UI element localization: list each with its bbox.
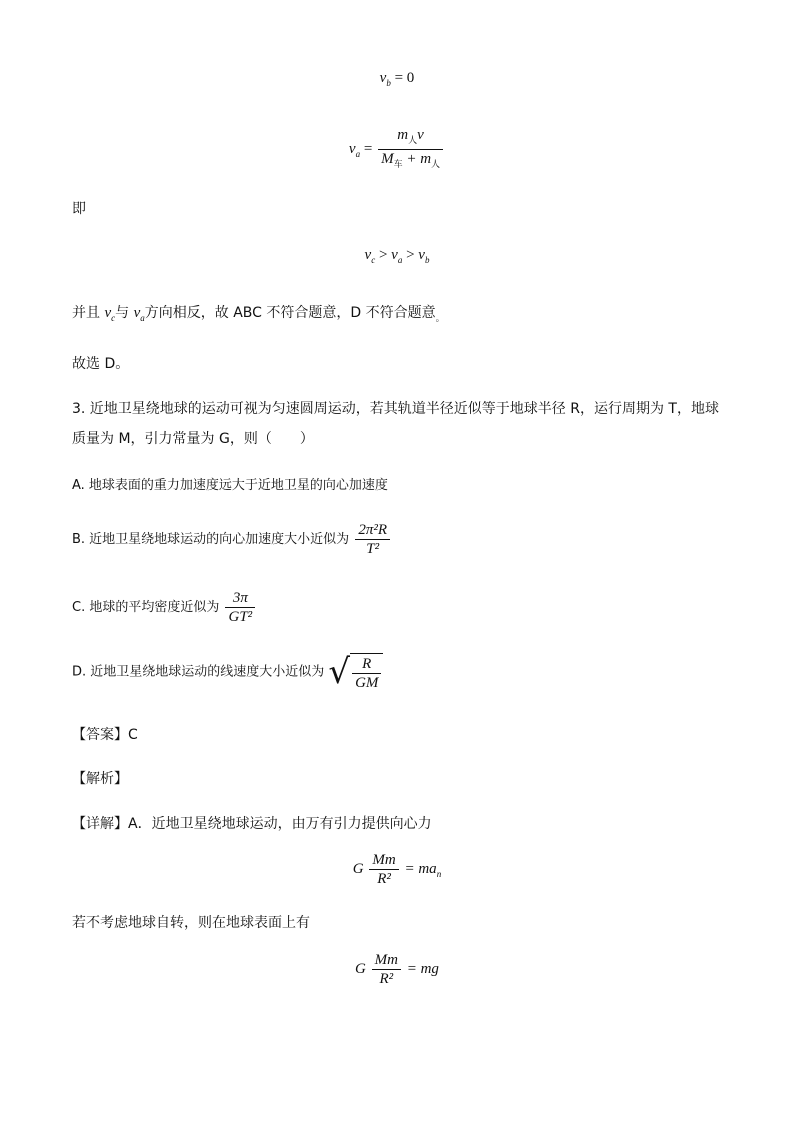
- answer-line: 【答案】C: [72, 727, 138, 743]
- detail-line: 【详解】A．近地卫星绕地球运动，由万有引力提供向心力: [72, 816, 432, 832]
- square-root: √ $\frac{R}{GM}$: [328, 652, 383, 692]
- equation-inequality: $v_c > v_a > v_b$: [364, 247, 430, 265]
- equation-vb: $v_b = 0$: [379, 70, 415, 88]
- option-b: B. 近地卫星绕地球运动的向心加速度大小近似为 $\frac{\text{2π²R}}{\text{T²}}$: [72, 521, 392, 558]
- analysis-line: 【解析】: [72, 771, 128, 787]
- text-guxuan: 故选 D。: [72, 356, 130, 372]
- fraction: $\frac{3\pi}{\text{GT²}}$: [225, 589, 255, 626]
- question-line-1: 3. 近地卫星绕地球的运动可视为匀速圆周运动，若其轨道半径近似等于地球半径 R，运行周期为 T，地球: [72, 401, 719, 417]
- fraction: $\frac{Mm}{\text{R²}}$: [369, 851, 398, 888]
- option-d: D. 近地卫星绕地球运动的线速度大小近似为 √ $\frac{R}{GM}$: [72, 652, 383, 692]
- text-ruobu: 若不考虑地球自转，则在地球表面上有: [72, 915, 310, 931]
- text-bingqie: 并且 $v_c$与 $v_a$方向相反，故 ABC 不符合题意，D 不符合题意$_。$: [72, 305, 445, 324]
- question-line-2: 质量为 M，引力常量为 G，则（ ）: [72, 431, 314, 447]
- fraction: $\frac{m_人v}{M_车 + m_人}$: [378, 126, 443, 173]
- equation-va: $v_a$ = $\frac{m_人v}{M_车 + m_人}$: [0, 126, 794, 173]
- text-ji: 即: [72, 201, 86, 217]
- option-c: C. 地球的平均密度近似为 $\frac{3\pi}{\text{GT²}}$: [72, 589, 257, 626]
- equation-gravity-centripetal: G $\frac{Mm}{\text{R²}}$ = $ma_n$: [352, 852, 442, 887]
- fraction: $\frac{Mm}{\text{R²}}$: [372, 951, 401, 988]
- option-a: A. 地球表面的重力加速度远大于近地卫星的向心加速度: [72, 478, 388, 493]
- equation-gravity-surface: G $\frac{Mm}{\text{R²}}$ = mg: [355, 952, 439, 987]
- fraction: $\frac{\text{2π²R}}{\text{T²}}$: [355, 521, 390, 558]
